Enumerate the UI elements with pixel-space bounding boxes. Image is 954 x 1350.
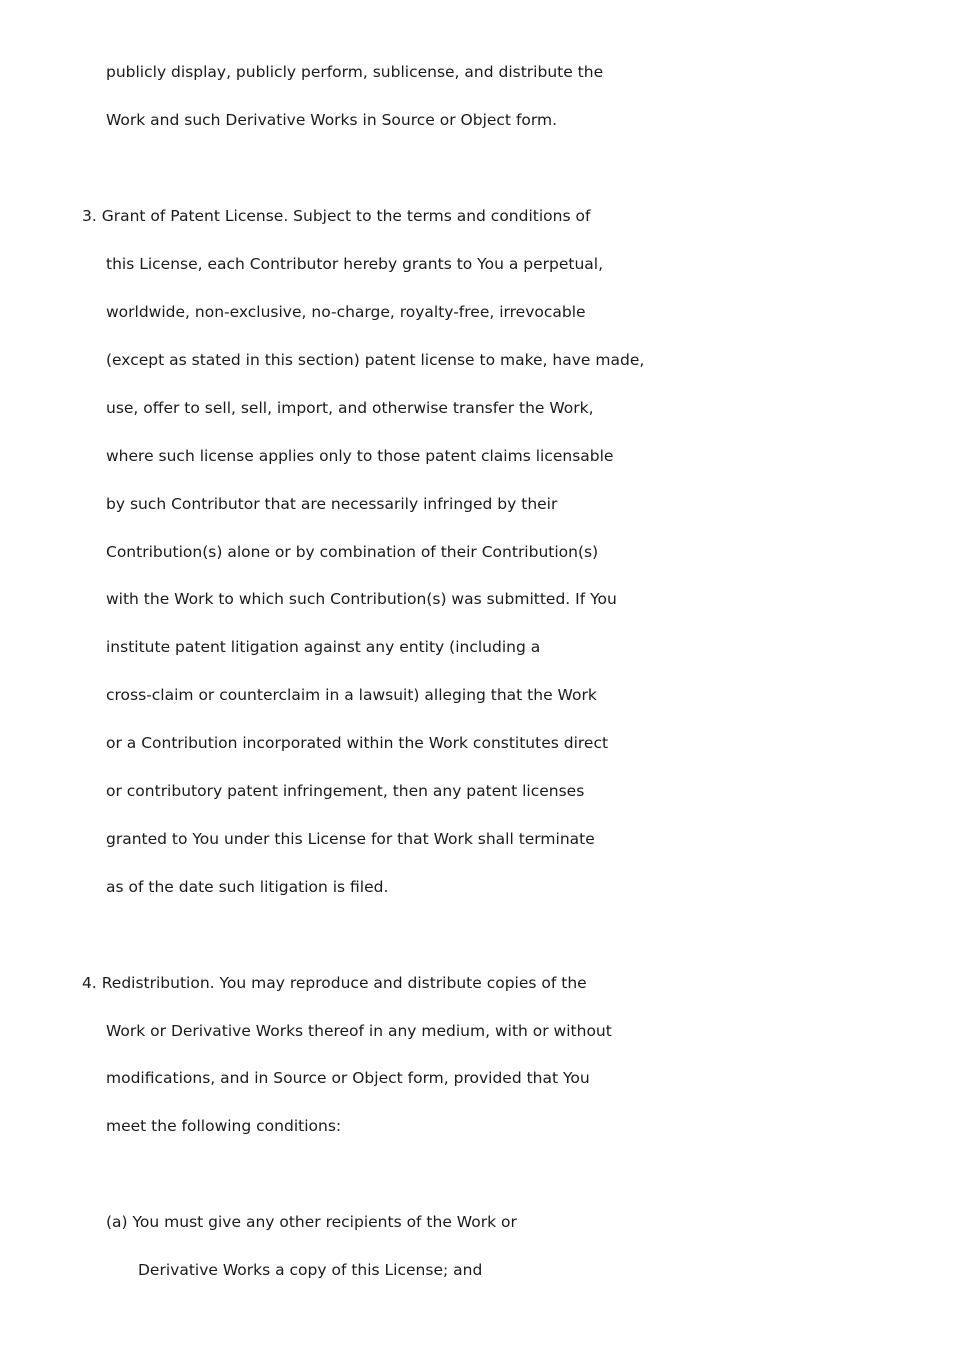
text-line: with the Work to which such Contribution(s) was submitted. If You [106, 590, 617, 608]
text-line: cross-claim or counterclaim in a lawsuit) alleging that the Work [106, 686, 597, 704]
text-line: (except as stated in this section) patent license to make, have made, [106, 351, 645, 369]
text-line: use, offer to sell, sell, import, and otherwise transfer the Work, [106, 399, 594, 417]
section-heading-line: 3. Grant of Patent License. Subject to the terms and conditions of [82, 207, 591, 225]
text-line: granted to You under this License for that Work shall terminate [106, 830, 595, 848]
section-heading-line: 4. Redistribution. You may reproduce and distribute copies of the [82, 974, 587, 992]
text-line: institute patent litigation against any entity (including a [106, 638, 541, 656]
text-line: Contribution(s) alone or by combination of their Contribution(s) [106, 543, 599, 561]
text-line: worldwide, non-exclusive, no-charge, royalty-free, irrevocable [106, 303, 586, 321]
text-line: Work and such Derivative Works in Source or Object form. [106, 111, 558, 129]
subsection-line: (a) You must give any other recipients of the Work or [106, 1213, 517, 1231]
text-line: Derivative Works a copy of this License; and [138, 1261, 483, 1279]
text-line: Work or Derivative Works thereof in any medium, with or without [106, 1022, 612, 1040]
text-line: modifications, and in Source or Object form, provided that You [106, 1069, 590, 1087]
text-line: where such license applies only to those patent claims licensable [106, 447, 614, 465]
text-line: this License, each Contributor hereby grants to You a perpetual, [106, 255, 604, 273]
text-line: or a Contribution incorporated within the Work constitutes direct [106, 734, 609, 752]
text-line: meet the following conditions: [106, 1117, 342, 1135]
text-line: or contributory patent infringement, then any patent licenses [106, 782, 585, 800]
text-line: publicly display, publicly perform, sublicense, and distribute the [106, 63, 604, 81]
text-line: as of the date such litigation is filed. [106, 878, 389, 896]
text-line: by such Contributor that are necessarily infringed by their [106, 495, 558, 513]
